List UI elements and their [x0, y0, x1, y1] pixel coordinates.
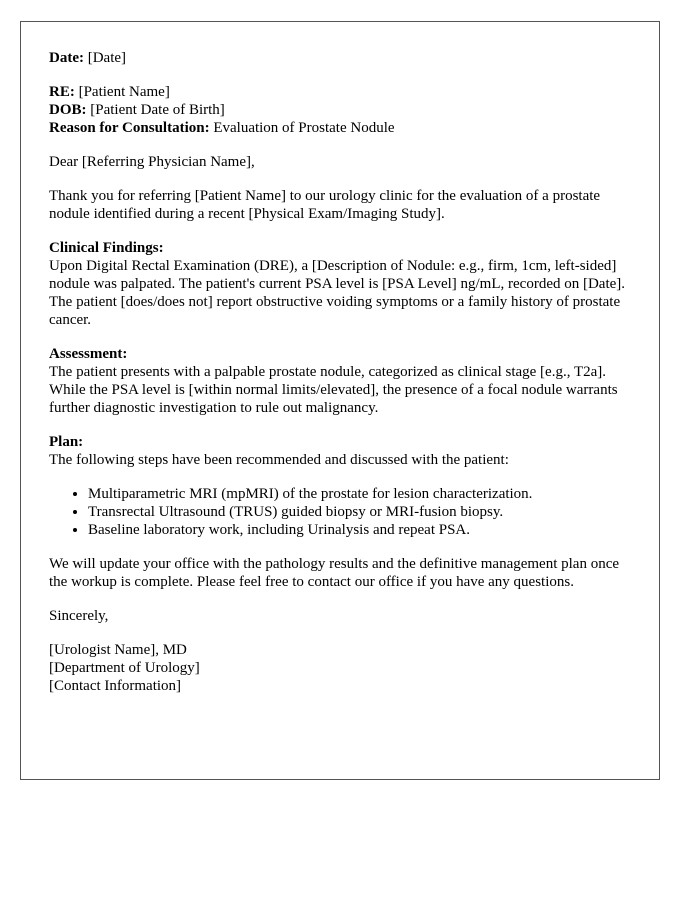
date-line [49, 49, 631, 67]
assessment-heading: Assessment: [49, 346, 128, 362]
plan-item-mri: • Multiparametric MRI (mpMRI) of the prostate for lesion characterization. [88, 485, 631, 503]
letter-page [20, 21, 660, 780]
dob-value: [Patient Date of Birth] [90, 102, 225, 118]
clinical-findings-text: Upon Digital Rectal Examination (DRE), a [Description of Nodule: e.g., firm, 1cm, left-sided] nodule was palpated. The patient's current PSA level is [PSA Level] ng/mL, recorded on [Date]. The patient [does/does not] report obstructive voiding symptoms or a family history of prostate cancer. [49, 258, 626, 328]
assessment-text: The patient presents with a palpable prostate nodule, categorized as clinical stage [e.g., T2a]. While the PSA level is [within normal limits/elevated], the presence of a focal nodule warrants further diagnostic investigation to rule out malignancy. [49, 364, 618, 416]
reason-label: Reason for Consultation: [49, 120, 210, 136]
signoff: Sincerely, [49, 608, 109, 624]
reason-value: Evaluation of Prostate Nodule [213, 120, 395, 136]
plan-list [49, 485, 631, 539]
plan-heading: Plan: [49, 434, 84, 450]
re-line [49, 83, 631, 101]
plan-text: The following steps have been recommended and discussed with the patient: [49, 452, 509, 468]
dob-label: DOB: [49, 102, 87, 118]
plan-item-biopsy: • Transrectal Ultrasound (TRUS) guided biopsy or MRI-fusion biopsy. [88, 503, 631, 521]
clinical-findings-section [49, 239, 631, 329]
closing-paragraph: We will update your office with the pathology results and the definitive management plan once the workup is complete. Please feel free to contact our office if you have any questions. [49, 556, 620, 590]
date-label: Date: [49, 50, 84, 66]
date-value: [Date] [87, 50, 127, 66]
signature-name: [Urologist Name], MD [49, 642, 187, 658]
plan-section [49, 433, 631, 469]
patient-info [49, 83, 631, 137]
assessment-section [49, 345, 631, 417]
re-label: RE: [49, 84, 75, 100]
signature-department: [Department of Urology] [49, 660, 200, 676]
intro-paragraph: Thank you for referring [Patient Name] to our urology clinic for the evaluation of a prostate nodule identified during a recent [Physical Exam/Imaging Study]. [49, 188, 601, 222]
re-value: [Patient Name] [78, 84, 170, 100]
reason-line [49, 119, 631, 137]
signature-block [49, 641, 631, 695]
dob-line [49, 101, 631, 119]
clinical-findings-heading: Clinical Findings: [49, 240, 164, 256]
signature-contact: [Contact Information] [49, 678, 182, 694]
plan-item-labs: • Baseline laboratory work, including Urinalysis and repeat PSA. [88, 521, 631, 539]
salutation: Dear [Referring Physician Name], [49, 154, 255, 170]
